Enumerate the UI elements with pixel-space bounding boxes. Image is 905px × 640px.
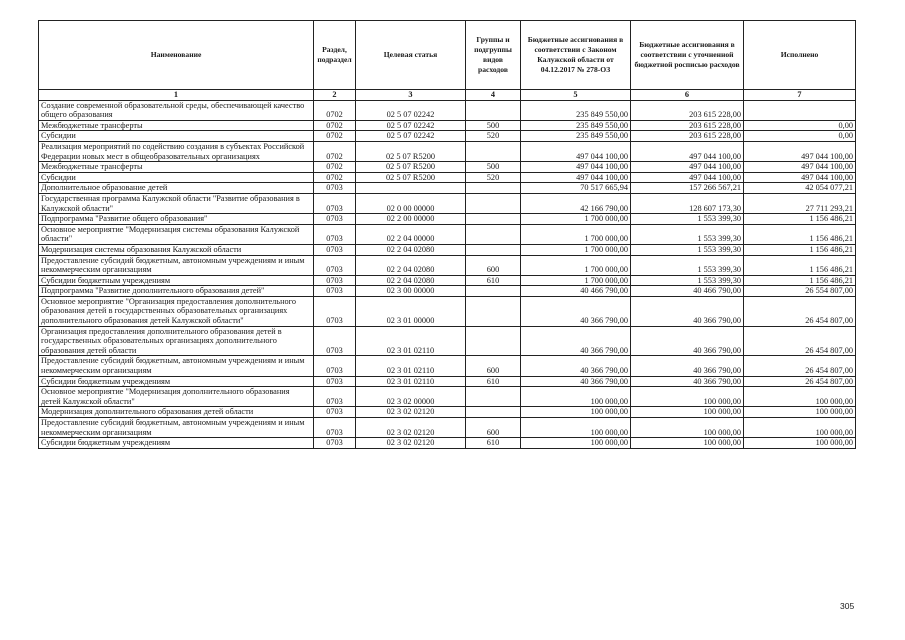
row-group (466, 326, 521, 356)
table-row (39, 356, 856, 376)
row-refined-amount: 1 553 399,30 (631, 275, 744, 286)
row-group: 500 (466, 120, 521, 131)
header-executed: Исполнено (744, 21, 856, 90)
row-target: 02 0 00 00000 (356, 193, 466, 213)
row-section: 0702 (314, 120, 356, 131)
row-name: Субсидии бюджетным учреждениям (39, 376, 314, 387)
row-executed-amount: 1 156 486,21 (744, 275, 856, 286)
row-section: 0703 (314, 376, 356, 387)
row-refined-amount: 40 366 790,00 (631, 296, 744, 326)
row-law-amount: 100 000,00 (521, 418, 631, 438)
table-row (39, 214, 856, 225)
col-number: 5 (521, 90, 631, 101)
row-name: Предоставление субсидий бюджетным, автономным учреждениям и иным некоммерческим организациям (39, 356, 314, 376)
table-row (39, 296, 856, 326)
col-number: 4 (466, 90, 521, 101)
row-refined-amount: 497 044 100,00 (631, 141, 744, 161)
row-executed-amount: 497 044 100,00 (744, 141, 856, 161)
row-executed-amount: 26 454 807,00 (744, 356, 856, 376)
row-executed-amount: 26 454 807,00 (744, 296, 856, 326)
row-executed-amount: 26 554 807,00 (744, 286, 856, 297)
row-target: 02 5 07 02242 (356, 100, 466, 120)
row-name: Субсидии (39, 131, 314, 142)
table-row (39, 183, 856, 194)
row-target: 02 2 04 02080 (356, 244, 466, 255)
row-section: 0703 (314, 296, 356, 326)
row-name: Субсидии бюджетным учреждениям (39, 438, 314, 449)
row-refined-amount: 157 266 567,21 (631, 183, 744, 194)
row-law-amount: 100 000,00 (521, 438, 631, 449)
row-name: Модернизация дополнительного образования детей области (39, 407, 314, 418)
row-group (466, 214, 521, 225)
row-section: 0703 (314, 275, 356, 286)
row-target: 02 3 02 02120 (356, 438, 466, 449)
row-name: Межбюджетные трансферты (39, 162, 314, 173)
row-refined-amount: 203 615 228,00 (631, 131, 744, 142)
row-name: Предоставление субсидий бюджетным, автономным учреждениям и иным некоммерческим организациям (39, 255, 314, 275)
row-refined-amount: 100 000,00 (631, 387, 744, 407)
row-name: Основное мероприятие "Модернизация системы образования Калужской области" (39, 224, 314, 244)
row-section: 0703 (314, 418, 356, 438)
row-executed-amount: 26 454 807,00 (744, 326, 856, 356)
table-row (39, 255, 856, 275)
row-executed-amount (744, 100, 856, 120)
row-refined-amount: 100 000,00 (631, 407, 744, 418)
table-row (39, 275, 856, 286)
row-target: 02 3 01 02110 (356, 376, 466, 387)
row-refined-amount: 203 615 228,00 (631, 100, 744, 120)
row-refined-amount: 1 553 399,30 (631, 224, 744, 244)
row-law-amount: 1 700 000,00 (521, 244, 631, 255)
row-name: Реализация мероприятий по содействию создания в субъектах Российской Федерации новых мест в общеобразовательных организациях (39, 141, 314, 161)
row-group (466, 286, 521, 297)
row-section: 0702 (314, 172, 356, 183)
table-row (39, 224, 856, 244)
row-executed-amount: 497 044 100,00 (744, 162, 856, 173)
row-executed-amount: 1 156 486,21 (744, 214, 856, 225)
budget-table (38, 20, 856, 449)
page-number: 305 (840, 601, 855, 611)
row-target: 02 5 07 02242 (356, 120, 466, 131)
row-refined-amount: 100 000,00 (631, 438, 744, 449)
table-row (39, 100, 856, 120)
row-section: 0703 (314, 193, 356, 213)
row-target: 02 3 00 00000 (356, 286, 466, 297)
row-section: 0703 (314, 255, 356, 275)
row-law-amount: 40 366 790,00 (521, 296, 631, 326)
row-target: 02 3 01 02110 (356, 356, 466, 376)
row-group (466, 183, 521, 194)
row-section: 0703 (314, 214, 356, 225)
row-target: 02 3 01 02110 (356, 326, 466, 356)
col-number: 3 (356, 90, 466, 101)
row-refined-amount: 1 553 399,30 (631, 244, 744, 255)
row-executed-amount: 100 000,00 (744, 438, 856, 449)
row-target: 02 5 07 R5200 (356, 141, 466, 161)
row-name: Создание современной образовательной среды, обеспечивающей качество общего образования (39, 100, 314, 120)
row-group (466, 100, 521, 120)
row-target: 02 5 07 02242 (356, 131, 466, 142)
row-law-amount: 497 044 100,00 (521, 141, 631, 161)
budget-document-page (38, 20, 855, 449)
row-refined-amount: 40 366 790,00 (631, 376, 744, 387)
row-law-amount: 40 466 790,00 (521, 286, 631, 297)
row-section: 0702 (314, 131, 356, 142)
row-name: Предоставление субсидий бюджетным, автономным учреждениям и иным некоммерческим организациям (39, 418, 314, 438)
row-executed-amount: 42 054 077,21 (744, 183, 856, 194)
header-row (39, 21, 856, 90)
col-number: 1 (39, 90, 314, 101)
table-row (39, 418, 856, 438)
row-target: 02 5 07 R5200 (356, 172, 466, 183)
col-number: 2 (314, 90, 356, 101)
row-law-amount: 100 000,00 (521, 387, 631, 407)
row-name: Субсидии (39, 172, 314, 183)
row-law-amount: 235 849 550,00 (521, 100, 631, 120)
row-executed-amount: 1 156 486,21 (744, 224, 856, 244)
row-name: Подпрограмма "Развитие дополнительного образования детей" (39, 286, 314, 297)
row-target: 02 2 04 00000 (356, 224, 466, 244)
row-law-amount: 235 849 550,00 (521, 131, 631, 142)
row-group: 610 (466, 376, 521, 387)
header-section: Раздел, подраздел (314, 21, 356, 90)
row-refined-amount: 40 366 790,00 (631, 356, 744, 376)
row-law-amount: 42 166 790,00 (521, 193, 631, 213)
row-section: 0703 (314, 286, 356, 297)
row-target: 02 3 02 00000 (356, 387, 466, 407)
row-group: 600 (466, 418, 521, 438)
row-group: 610 (466, 438, 521, 449)
row-law-amount: 497 044 100,00 (521, 172, 631, 183)
row-law-amount: 497 044 100,00 (521, 162, 631, 173)
row-target (356, 183, 466, 194)
row-section: 0703 (314, 356, 356, 376)
table-row (39, 193, 856, 213)
table-row (39, 376, 856, 387)
row-section: 0703 (314, 407, 356, 418)
col-number: 6 (631, 90, 744, 101)
table-row (39, 326, 856, 356)
row-name: Подпрограмма "Развитие общего образования" (39, 214, 314, 225)
row-group: 600 (466, 255, 521, 275)
row-law-amount: 40 366 790,00 (521, 376, 631, 387)
row-name: Модернизация системы образования Калужской области (39, 244, 314, 255)
row-law-amount: 70 517 665,94 (521, 183, 631, 194)
row-target: 02 3 01 00000 (356, 296, 466, 326)
row-target: 02 3 02 02120 (356, 407, 466, 418)
row-group (466, 193, 521, 213)
row-refined-amount: 497 044 100,00 (631, 172, 744, 183)
row-group (466, 387, 521, 407)
header-name: Наименование (39, 21, 314, 90)
row-law-amount: 40 366 790,00 (521, 356, 631, 376)
row-executed-amount: 0,00 (744, 120, 856, 131)
row-refined-amount: 497 044 100,00 (631, 162, 744, 173)
row-group: 520 (466, 172, 521, 183)
row-target: 02 2 04 02080 (356, 255, 466, 275)
row-section: 0703 (314, 438, 356, 449)
row-group: 520 (466, 131, 521, 142)
row-law-amount: 1 700 000,00 (521, 275, 631, 286)
row-name: Межбюджетные трансферты (39, 120, 314, 131)
row-group: 600 (466, 356, 521, 376)
row-section: 0702 (314, 100, 356, 120)
table-row (39, 407, 856, 418)
header-groups: Группы и подгруппы видов расходов (466, 21, 521, 90)
row-refined-amount: 1 553 399,30 (631, 214, 744, 225)
row-section: 0703 (314, 244, 356, 255)
row-executed-amount: 0,00 (744, 131, 856, 142)
header-law: Бюджетные ассигнования в соответствии с Законом Калужской области от 04.12.2017 № 278-ОЗ (521, 21, 631, 90)
row-law-amount: 1 700 000,00 (521, 224, 631, 244)
row-refined-amount: 1 553 399,30 (631, 255, 744, 275)
table-row (39, 244, 856, 255)
header-target: Целевая статья (356, 21, 466, 90)
row-refined-amount: 40 366 790,00 (631, 326, 744, 356)
row-refined-amount: 128 607 173,30 (631, 193, 744, 213)
table-row (39, 120, 856, 131)
row-target: 02 2 04 02080 (356, 275, 466, 286)
header-refined: Бюджетные ассигнования в соответствии с уточненной бюджетной росписью расходов (631, 21, 744, 90)
row-executed-amount: 27 711 293,21 (744, 193, 856, 213)
row-section: 0703 (314, 183, 356, 194)
row-section: 0703 (314, 326, 356, 356)
row-target: 02 2 00 00000 (356, 214, 466, 225)
column-number-row (39, 90, 856, 101)
row-section: 0702 (314, 141, 356, 161)
row-executed-amount: 100 000,00 (744, 418, 856, 438)
table-row (39, 387, 856, 407)
row-name: Субсидии бюджетным учреждениям (39, 275, 314, 286)
table-row (39, 172, 856, 183)
row-law-amount: 1 700 000,00 (521, 255, 631, 275)
row-executed-amount: 100 000,00 (744, 387, 856, 407)
row-section: 0703 (314, 387, 356, 407)
row-law-amount: 235 849 550,00 (521, 120, 631, 131)
row-executed-amount: 497 044 100,00 (744, 172, 856, 183)
row-name: Основное мероприятие "Модернизация дополнительного образования детей Калужской области" (39, 387, 314, 407)
row-refined-amount: 40 466 790,00 (631, 286, 744, 297)
table-body (39, 100, 856, 448)
row-group (466, 407, 521, 418)
row-name: Организация предоставления дополнительного образования детей в государственных образовательных организациях дополнительного образования детей области (39, 326, 314, 356)
row-executed-amount: 1 156 486,21 (744, 244, 856, 255)
row-group: 500 (466, 162, 521, 173)
row-executed-amount: 26 454 807,00 (744, 376, 856, 387)
row-refined-amount: 100 000,00 (631, 418, 744, 438)
row-target: 02 3 02 02120 (356, 418, 466, 438)
row-name: Дополнительное образование детей (39, 183, 314, 194)
table-row (39, 162, 856, 173)
row-executed-amount: 100 000,00 (744, 407, 856, 418)
row-name: Основное мероприятие "Организация предоставления дополнительного образования детей в государственных образовательных организациях дополнительного образования детей Калужской области" (39, 296, 314, 326)
table-row (39, 141, 856, 161)
row-law-amount: 100 000,00 (521, 407, 631, 418)
row-section: 0703 (314, 224, 356, 244)
row-target: 02 5 07 R5200 (356, 162, 466, 173)
table-row (39, 131, 856, 142)
row-law-amount: 40 366 790,00 (521, 326, 631, 356)
row-name: Государственная программа Калужской области "Развитие образования в Калужской области" (39, 193, 314, 213)
row-group (466, 224, 521, 244)
row-law-amount: 1 700 000,00 (521, 214, 631, 225)
row-group (466, 141, 521, 161)
row-section: 0702 (314, 162, 356, 173)
row-executed-amount: 1 156 486,21 (744, 255, 856, 275)
row-group: 610 (466, 275, 521, 286)
table-row (39, 286, 856, 297)
table-row (39, 438, 856, 449)
row-group (466, 244, 521, 255)
row-refined-amount: 203 615 228,00 (631, 120, 744, 131)
col-number: 7 (744, 90, 856, 101)
row-group (466, 296, 521, 326)
